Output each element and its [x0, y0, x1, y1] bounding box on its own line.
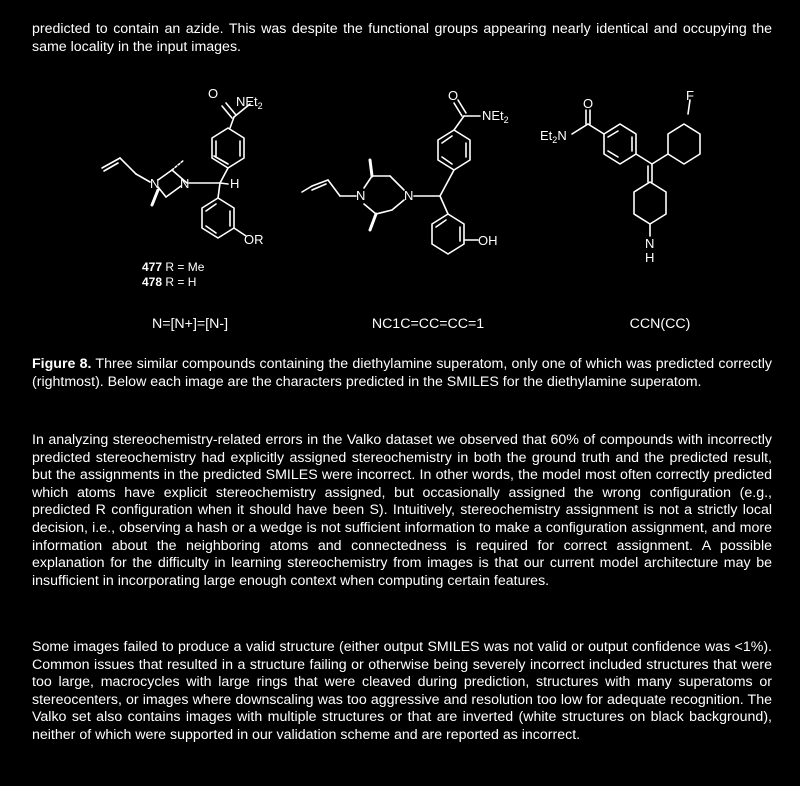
mol1-oxygen-label: O	[208, 86, 219, 101]
mol1-h-label: H	[230, 176, 240, 191]
mol1-n1-label: N	[150, 176, 160, 191]
mol3-amide-label: $Et_2N$	[540, 128, 567, 145]
figure-caption	[32, 356, 772, 391]
paragraph-top: predicted to contain an azide. This was despite the functional groups appearing nearly identical and occupying the same locality in the input images.	[32, 21, 772, 55]
molecule-3-bonds	[572, 100, 700, 236]
mol1-n2-label: N	[180, 176, 190, 191]
smiles-prediction-1: N=[N+]=[N-]	[151, 316, 229, 332]
paragraph-invalid-structures: Some images failed to produce a valid structure (either output SMILES was not valid or output confidence was <1%). Common issues that resulted in a structure failing or otherwise being severely incorrect included structures that were too large, macrocycles with large rings that were cleaved during prediction, structures with many superatoms or stereocenters, or images where downscaling was too aggressive and resolution too low for adequate recognition. The Valko set also contains images with multiple structures or that are inverted (white structures on black background), neither of which were supported in our validation scheme and are reported as incorrect.	[32, 639, 772, 743]
molecule-2-bonds	[302, 100, 480, 254]
mol2-oxygen-label: O	[448, 88, 459, 103]
molecule-1-bonds	[102, 103, 250, 238]
mol2-n2-label: N	[404, 188, 414, 203]
mol2-oh-label: OH	[478, 233, 498, 248]
caption-body: Three similar compounds containing the diethylamine superatom, only one of which was predicted correctly (rightmost). Below each image are the characters predicted in the SMILES for the diethylamine superatom.	[32, 356, 772, 390]
paragraph-stereochemistry: In analyzing stereochemistry-related errors in the Valko dataset we observed that 60% of compounds with incorrectly predicted stereochemistry had explicitly assigned stereochemistry in both the ground truth and the predicted result, but the assignments in the predicted SMILES were incorrect. In other words, the model most often correctly predicted which atoms have explicit stereochemistry assigned, but occasionally assigned the wrong configuration (e.g., predicted R configuration when it should have been S). Intuitively, stereochemistry assignment is not a strictly local decision, i.e., observing a hash or a wedge is not sufficient information to make a configuration assignment, and more information about the neighboring atoms and connectedness is required for correct assignment. A possible explanation for the difficulty in learning stereochemistry from images is that our current model architecture may be insufficient in incorporating large enough context when computing certain features.	[32, 432, 772, 589]
smiles-prediction-2: NC1C=CC=CC=1	[371, 316, 485, 332]
mol2-n1-label: N	[356, 188, 366, 203]
compound-478-label: 478 R = H	[142, 275, 197, 289]
mol3-oxygen-label: O	[583, 96, 594, 111]
figure-8-structures	[0, 84, 800, 324]
mol1-or-label: OR	[244, 232, 264, 247]
smiles-prediction-3: CCN(CC)	[629, 316, 691, 332]
mol2-amide-label: NEt$_2$	[482, 108, 509, 125]
mol1-amide-label: NEt$_2$	[236, 94, 263, 111]
mol3-nh-n-label: N	[645, 236, 655, 251]
mol3-nh-h-label: H	[645, 250, 655, 265]
caption-label: Figure 8.	[32, 356, 92, 372]
compound-477-label: 477 R = Me	[142, 260, 205, 274]
mol3-fluorine-label: F	[686, 88, 694, 103]
